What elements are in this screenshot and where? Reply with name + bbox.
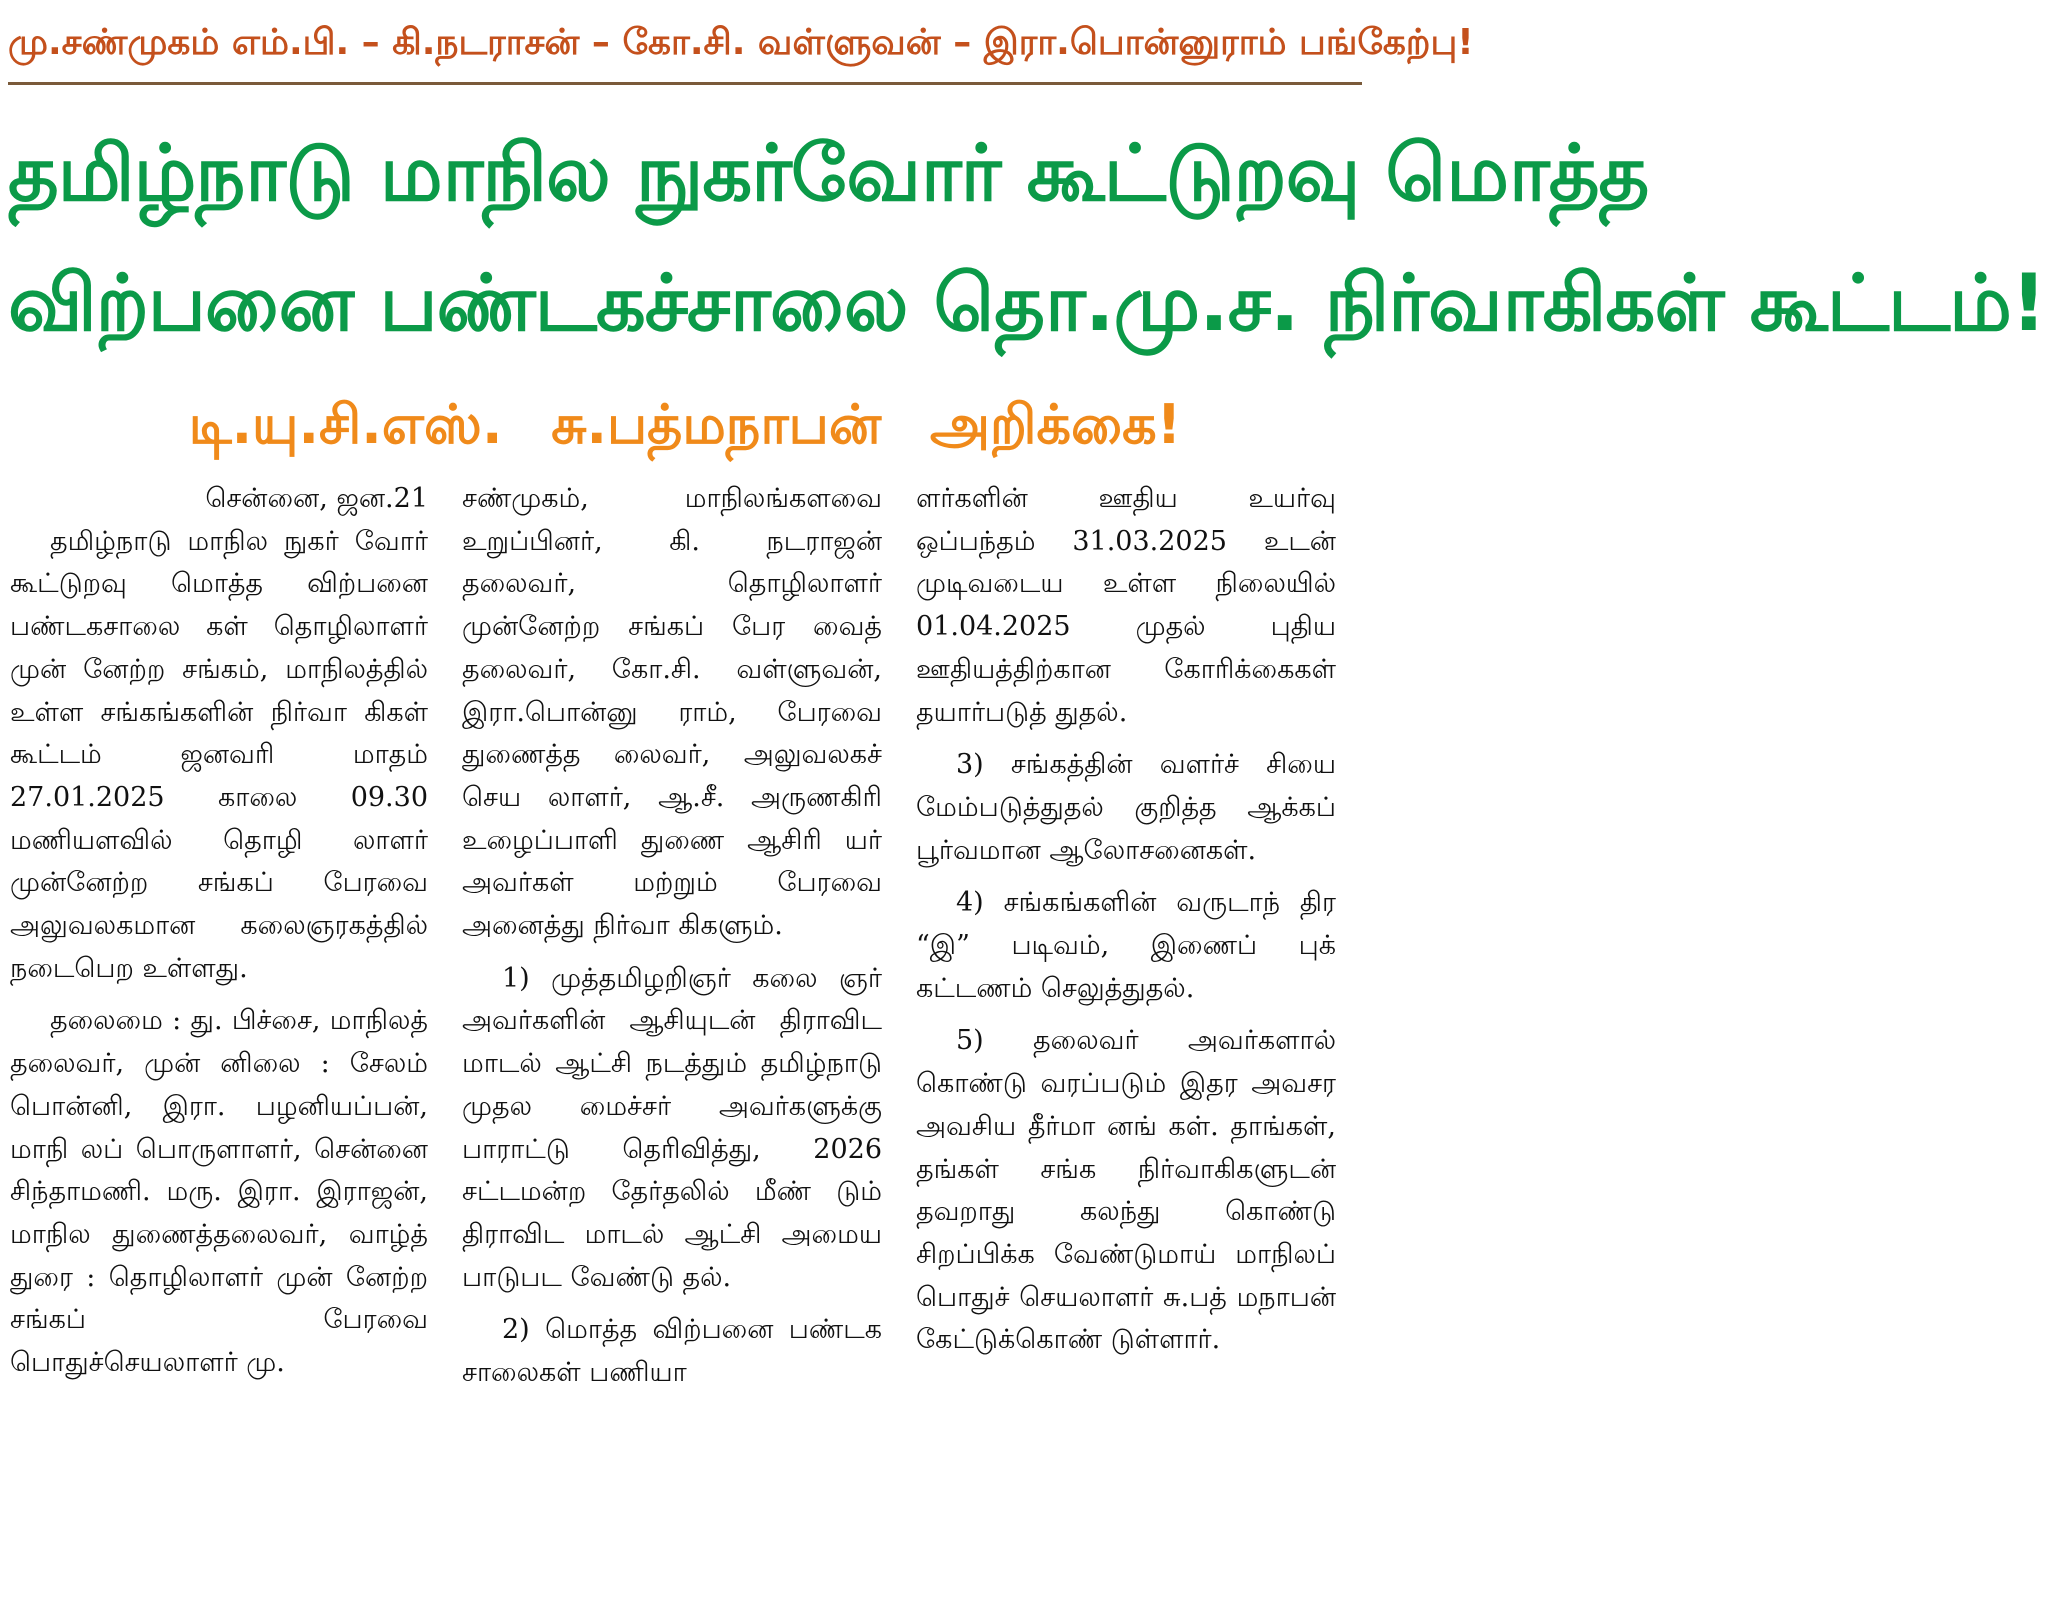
article-paragraph: சண்முகம், மாநிலங்களவை உறுப்பினர், கி. நடராஜன் தலைவர், தொழிலாளர் முன்னேற்ற சங்கப் பேர வைத் தலைவர், கோ.சி. வள்ளுவன், இரா.பொன்னு ராம், பேரவை துணைத்த லைவர், அலுவலகச் செய லாளர், ஆ.சீ. அருணகிரி உழைப்பாளி துணை ஆசிரி யர் அவர்கள் மற்றும் பேரவை அனைத்து நிர்வா கிகளும். — [462, 483, 882, 942]
article-paragraph: தமிழ்நாடு மாநில நுகர் வோர் கூட்டுறவு மொத்த விற்பனை பண்டகசாலை கள் தொழிலாளர் முன் னேற்ற சங்கம், மாநிலத்தில் உள்ள சங்கங்களின் நிர்வா கிகள் கூட்டம் ஜனவரி மாதம் 27.01.2025 காலை 09.30 மணியளவில் தொழி லாளர் முன்னேற்ற சங்கப் பேரவை அலுவலகமான கலைஞரகத்தில் நடைபெற உள்ளது. — [10, 525, 428, 984]
article-paragraph: தலைமை : து. பிச்சை, மாநிலத் தலைவர், முன் னிலை : சேலம் பொன்னி, இரா. பழனியப்பன், மாநி லப் பொருளாளர், சென்னை சிந்தாமணி. மரு. இரா. இராஜன், மாநில துணைத்தலைவர், வாழ்த் துரை : தொழிலாளர் முன் னேற்ற சங்கப் பேரவை பொதுச்செயலாளர் மு. — [10, 1005, 428, 1379]
article-column-2 — [462, 478, 882, 1598]
article-paragraph: ளர்களின் ஊதிய உயர்வு ஒப்பந்தம் 31.03.2025 உடன் முடிவடைய உள்ள நிலையில் 01.04.2025 முதல் புதிய ஊதியத்திற்கான கோரிக்கைகள் தயார்படுத் துதல். — [916, 483, 1336, 728]
article-paragraph: 5) தலைவர் அவர்களால் கொண்டு வரப்படும் இதர அவசர அவசிய தீர்மா னங் கள். தாங்கள், தங்கள் சங்க நிர்வாகிகளுடன் தவறாது கலந்து கொண்டு சிறப்பிக்க வேண்டுமாய் மாநிலப் பொதுச் செயலாளர் சு.பத் மநாபன் கேட்டுக்கொண் டுள்ளார். — [916, 1025, 1336, 1356]
kicker-line: மு.சண்முகம் எம்.பி. – கி.நடராசன் – கோ.சி. வள்ளுவன் – இரா.பொன்னுராம் பங்கேற்பு! — [8, 22, 1474, 63]
article-paragraph: 2) மொத்த விற்பனை பண்டக சாலைகள் பணியா — [462, 1314, 882, 1389]
headline-line-1: தமிழ்நாடு மாநில நுகர்வோர் கூட்டுறவு மொத்த — [8, 129, 1649, 219]
kicker-divider — [8, 82, 1362, 85]
article-paragraph: 3) சங்கத்தின் வளர்ச் சியை மேம்படுத்துதல் குறித்த ஆக்கப் பூர்வமான ஆலோசனைகள். — [916, 749, 1336, 866]
headline-line-2: விற்பனை பண்டகச்சாலை தொ.மு.ச. நிர்வாகிகள் கூட்டம்! — [8, 259, 2046, 349]
article-paragraph: 4) சங்கங்களின் வருடாந் திர “இ” படிவம், இணைப் புக் கட்டணம் செலுத்துதல். — [916, 887, 1336, 1004]
subheadline: டி.யு.சி.எஸ். சு.பத்மநாபன் அறிக்கை! — [188, 393, 1182, 456]
dateline: சென்னை, ஜன.21 — [205, 483, 428, 514]
article-column-1 — [10, 478, 428, 1598]
article-column-3 — [916, 478, 1336, 1598]
article-paragraph: 1) முத்தமிழறிஞர் கலை ஞர் அவர்களின் ஆசியுடன் திராவிட மாடல் ஆட்சி நடத்தும் தமிழ்நாடு முதல மைச்சர் அவர்களுக்கு பாராட்டு தெரிவித்து, 2026 சட்டமன்ற தேர்தலில் மீண் டும் திராவிட மாடல் ஆட்சி அமைய பாடுபட வேண்டு தல். — [462, 962, 882, 1293]
